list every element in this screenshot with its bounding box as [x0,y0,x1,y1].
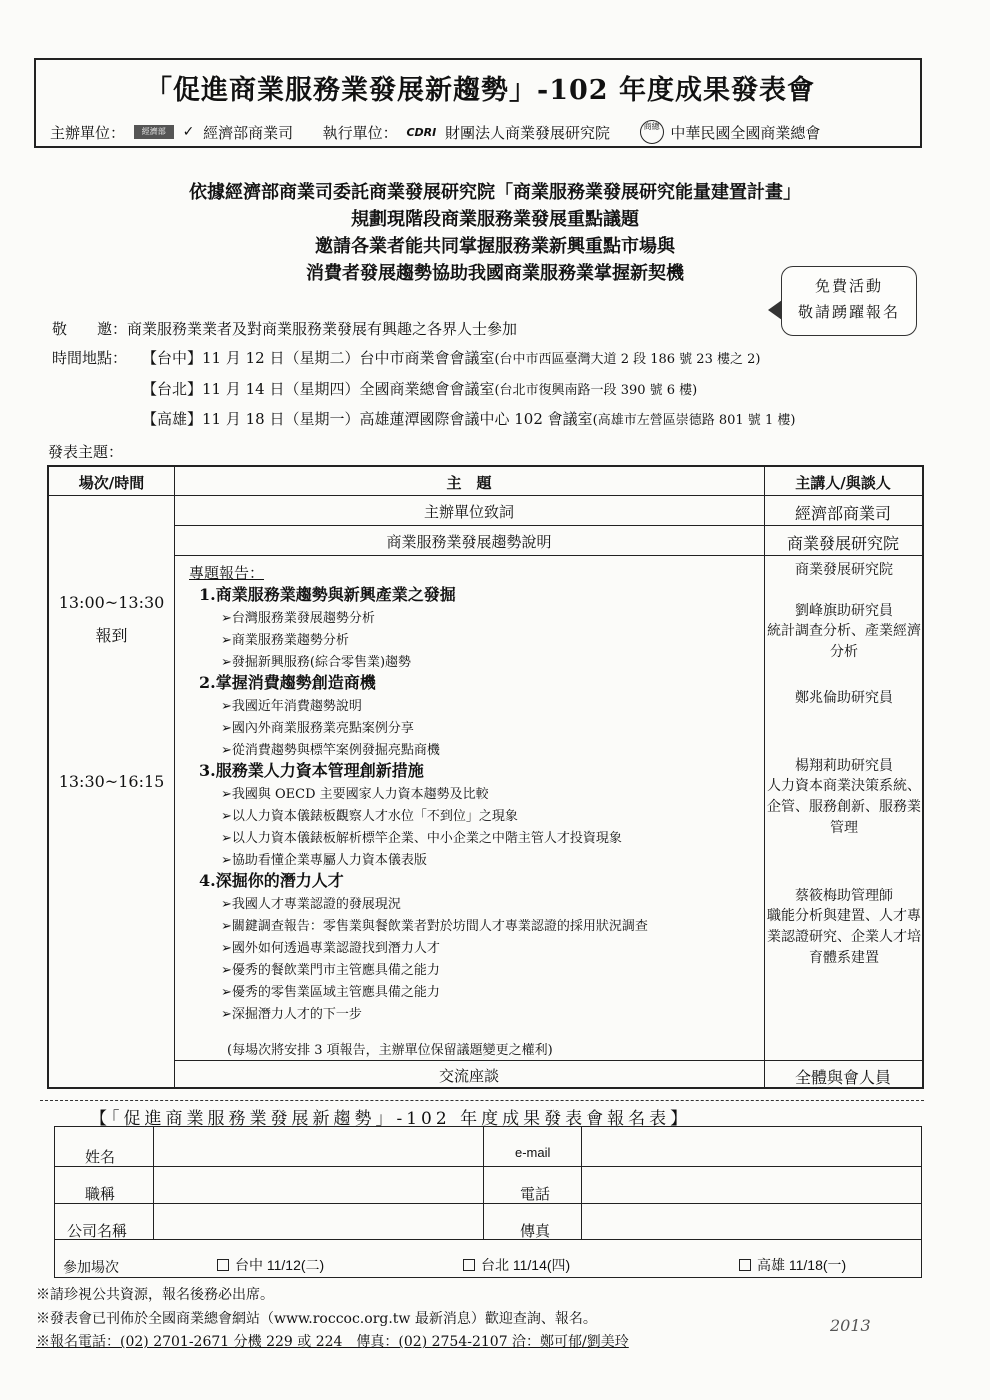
job-title-field[interactable] [157,1169,479,1201]
topic-opening: 主辦單位致詞 [423,503,514,521]
col-divider [581,1127,582,1239]
header-box [34,58,922,148]
form-title: 【「促進商業服務業發展新趨勢」-102 年度成果發表會報名表】 [90,1109,692,1129]
executor-label: 執行單位： [322,123,398,142]
company-label: 公司名稱 [67,1223,128,1240]
section-item: ➢商業服務業趨勢分析 [221,633,349,648]
section-title: 2.掌握消費趨勢創造商機 [199,673,376,692]
handwritten-mark: 2013 [830,1316,871,1335]
company-field[interactable] [157,1206,479,1238]
section-item: ➢以人力資本儀錶板觀察人才水位「不到位」之現象 [221,809,518,824]
schedule-item-taipei [142,378,697,399]
speaker-role: 統計調查分析、產業經濟分析 [767,623,921,660]
option-label: 高雄 11/18(一) [757,1257,847,1273]
row-divider [55,1239,921,1240]
intro-line-3: 邀請各業者能共同掌握服務業新興重點市場與 [315,236,675,257]
section-item: ➢關鍵調查報告：零售業與餐飲業者對於坊間人才專業認證的採用狀況調查 [221,919,648,934]
schedule-address: (台中市西區臺灣大道 2 段 186 號 23 樓之 2) [494,352,761,367]
partner-name: 中華民國全國商業總會 [670,123,821,142]
schedule-address: (高雄市左營區崇德路 801 號 1 樓) [592,413,796,428]
section-item: ➢以人力資本儀錶板解析標竿企業、中小企業之中階主管人才投資現象 [221,831,622,846]
time-checkin-label: 報到 [95,626,128,645]
organizer-label: 主辦單位： [50,123,126,142]
job-title-label: 職稱 [85,1186,116,1203]
section-item: ➢發掘新興服務(綜合零售業)趨勢 [221,655,412,670]
registration-form [54,1126,922,1278]
header-topic: 主 題 [446,474,492,492]
schedule-label: 時間地點： [52,349,128,367]
email-field[interactable] [585,1131,917,1163]
page-title: 「促進商業服務業發展新趨勢」-102 年度成果發表會 [145,75,815,106]
speaker-trend: 商業發展研究院 [786,534,899,553]
session-label: 參加場次 [63,1259,119,1275]
name-field[interactable] [157,1131,479,1163]
section-item: ➢從消費趨勢與標竿案例發掘亮點商機 [221,743,440,758]
executor-name: 財團法人商業發展研究院 [445,123,611,142]
row-divider [49,495,922,496]
note-attend: ※請珍視公共資源，報名後務必出席。 [36,1287,274,1303]
section-title: 3.服務業人力資本管理創新措施 [199,761,424,780]
note-website: ※發表會已刊佈於全國商業總會網站（www.roccoc.org.tw 最新消息）歡迎查詢、報名。 [36,1311,597,1327]
row-divider [174,555,922,556]
col-divider [153,1127,154,1239]
col-divider [483,1127,484,1239]
section-item: ➢深掘潛力人才的下一步 [221,1007,362,1022]
row-divider [55,1166,921,1167]
option-taipei[interactable] [463,1255,570,1275]
speaker-name: 楊翔莉助研究員 [795,758,893,774]
organizer-name: 經濟部商業司 [203,123,294,142]
schedule-main: 【台北】11 月 14 日（星期四）全國商業總會會議室 [142,380,495,398]
header-speaker: 主講人/與談人 [795,474,891,492]
special-report-label: 專題報告： [189,564,265,582]
schedule-item-taichung [142,347,760,368]
section-title: 1.商業服務業趨勢與新興產業之發掘 [199,585,456,604]
checkbox-kaohsiung[interactable] [739,1259,751,1271]
intro-line-4: 消費者發展趨勢協助我國商業服務業掌握新契機 [306,263,684,284]
email-label: e-mail [515,1145,551,1160]
option-label: 台中 11/12(二) [235,1257,325,1273]
cut-line [40,1100,924,1101]
section-item: ➢優秀的餐飲業門市主管應具備之能力 [221,963,440,978]
fax-field[interactable] [585,1206,917,1238]
intro-line-2: 規劃現階段商業服務業發展重點議題 [351,209,639,230]
speaker-opening: 經濟部商業司 [794,504,891,523]
organizer-line [50,120,820,144]
speaker-role: 人力資本商業決策系統、企管、服務創新、服務業管理 [767,778,921,836]
invite-label: 敬 邀： [52,320,128,338]
speaker-name: 劉峰旗助研究員 [795,603,893,619]
cdri-logo-icon: CDRI [406,125,437,139]
roccoc-seal-icon: 商總 [640,120,664,144]
section-title: 4.深掘你的潛力人才 [199,871,344,890]
section-item: ➢協助看懂企業專屬人力資本儀表版 [221,853,427,868]
section-item: ➢我國與 OECD 主要國家人力資本趨勢及比較 [221,787,489,802]
phone-label: 電話 [520,1186,551,1203]
section-item: ➢我國近年消費趨勢說明 [221,699,362,714]
time-session: 13:30~16:15 [58,772,165,791]
fax-label: 傳真 [520,1223,551,1240]
name-label: 姓名 [85,1149,116,1166]
note-contact: ※報名電話：(02) 2701-2671 分機 229 或 224 傳真：(02) 2754-2107 洽：鄭可郁/劉美玲 [36,1334,629,1350]
invite-line [52,318,517,339]
row-divider [174,525,922,526]
schedule-item-kaohsiung [142,408,795,429]
moea-logo-icon: 經濟部 [134,125,174,139]
row-divider [55,1203,921,1204]
col-divider [174,467,175,1087]
section-item: ➢國內外商業服務業亮點案例分享 [221,721,414,736]
speaker-all: 全體與會人員 [794,1068,891,1087]
option-taichung[interactable] [217,1255,324,1275]
moea-arrow-icon: ✓ [182,124,195,140]
invite-text: 商業服務業業者及對商業服務業發展有興趣之各界人士參加 [127,320,518,338]
section-item: ➢台灣服務業發展趨勢分析 [221,611,375,626]
speaker-role: 職能分析與建置、人才專業認證研究、企業人才培育體系建置 [767,908,921,966]
schedule-address: (台北市復興南路一段 390 號 6 樓) [494,383,698,398]
row-divider [174,1060,922,1061]
speaker-cdri: 商業發展研究院 [795,562,893,578]
agenda-note: (每場次將安排 3 項報告，主辦單位保留議題變更之權利) [227,1043,553,1058]
checkbox-taipei[interactable] [463,1259,475,1271]
agenda-table [47,465,924,1089]
option-label: 台北 11/14(四) [481,1257,571,1273]
option-kaohsiung[interactable] [739,1255,846,1275]
schedule-main: 【高雄】11 月 18 日（星期一）高雄蓮潭國際會議中心 102 會議室 [142,410,593,428]
header-time: 場次/時間 [78,474,145,492]
phone-field[interactable] [585,1169,917,1201]
topic-trend: 商業服務業發展趨勢說明 [386,533,552,551]
section-item: ➢國外如何透過專業認證找到潛力人才 [221,941,440,956]
schedule-main: 【台中】11 月 12 日（星期二）台中市商業會會議室 [142,349,495,367]
speaker-name: 蔡筱梅助管理師 [795,888,893,904]
intro-line-1: 依據經濟部商業司委託商業發展研究院「商業服務業發展研究能量建置計畫」 [189,182,801,203]
section-item: ➢我國人才專業認證的發展現況 [221,897,401,912]
free-event-bubble [781,266,917,336]
bubble-line-1: 免費活動 [814,277,883,295]
topics-label: 發表主題： [48,443,124,461]
bubble-line-2: 敬請踴躍報名 [797,303,900,321]
time-checkin: 13:00~13:30 [58,593,165,612]
topic-discussion: 交流座談 [438,1067,499,1085]
bubble-tail [768,300,782,320]
speaker-name: 鄭兆倫助研究員 [795,690,893,706]
section-item: ➢優秀的零售業區域主管應具備之能力 [221,985,440,1000]
checkbox-taichung[interactable] [217,1259,229,1271]
